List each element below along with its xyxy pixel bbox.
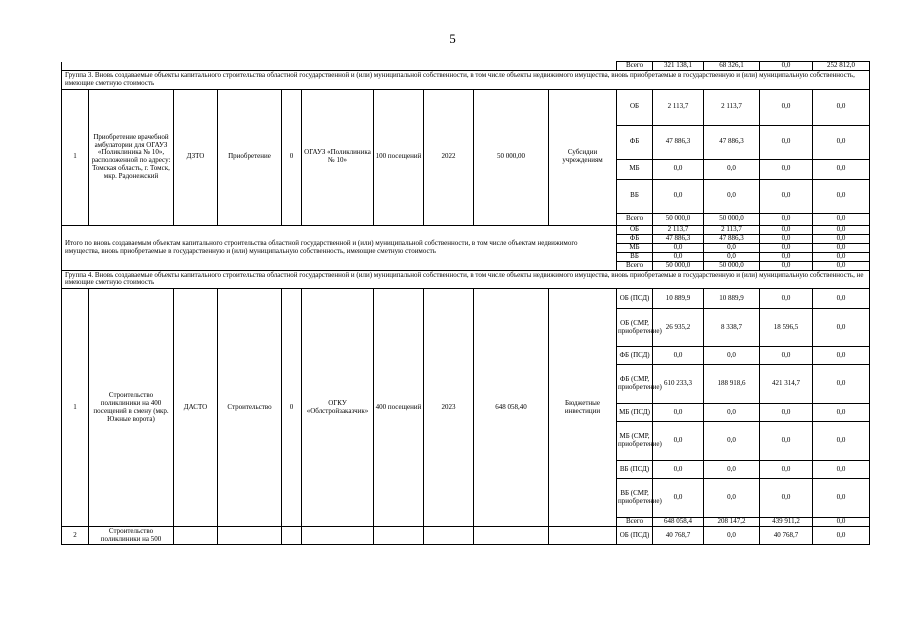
value-year2: 0,0 <box>760 252 813 261</box>
gov-body: ДАСТО <box>174 289 218 527</box>
value-year2: 0,0 <box>760 404 813 422</box>
empty-cell <box>474 527 549 545</box>
source-label: МБ <box>617 159 653 179</box>
value-year3: 0,0 <box>813 252 870 261</box>
year: 2022 <box>424 89 474 225</box>
empty-cell <box>302 527 374 545</box>
table-row <box>62 289 870 309</box>
value-total: 47 886,3 <box>653 125 704 159</box>
value-total: 47 886,3 <box>653 234 704 243</box>
value-year3: 0,0 <box>813 479 870 518</box>
zero-cell: 0 <box>282 289 302 527</box>
value-year3: 0,0 <box>813 261 870 270</box>
gov-body: ДЗТО <box>174 89 218 225</box>
blank-cell <box>62 62 617 71</box>
value-total: 40 768,7 <box>653 527 704 545</box>
value-year3: 0,0 <box>813 527 870 545</box>
group3-title: Группа 3. Вновь создаваемые объекты капитального строительства областной государственной и (или) муниципальной собственности, в том числе объекты недвижимого имущества, вновь приобретаемые в государственную и (или) муниципальную собственность, имеющие сметную стоимость <box>62 71 870 90</box>
source-label: Всего <box>617 518 653 527</box>
source-label: ОБ <box>617 225 653 234</box>
top-total-row <box>62 62 870 71</box>
total-row <box>62 225 870 234</box>
value-year2: 0,0 <box>760 159 813 179</box>
value-year1: 0,0 <box>704 243 760 252</box>
empty-cell <box>218 527 282 545</box>
value-year2: 0,0 <box>760 347 813 365</box>
value-year1: 10 889,9 <box>704 289 760 309</box>
source-label: ВБ <box>617 179 653 213</box>
value-total: 0,0 <box>653 252 704 261</box>
value-total: 2 113,7 <box>653 225 704 234</box>
capacity: 400 посещений <box>374 289 424 527</box>
source-label: Всего <box>617 213 653 225</box>
value-total: 10 889,9 <box>653 289 704 309</box>
funding-source: Субсидии учреждениям <box>549 89 617 225</box>
value-year1: 47 886,3 <box>704 125 760 159</box>
row-number: 1 <box>62 289 89 527</box>
value-year1: 8 338,7 <box>704 309 760 347</box>
value-year1: 0,0 <box>704 479 760 518</box>
value-year2: 0,0 <box>760 213 813 225</box>
customer: ОГАУЗ «Поликлиника № 10» <box>302 89 374 225</box>
source-label: ФБ <box>617 125 653 159</box>
source-label: МБ (СМР, приобретение) <box>617 422 653 461</box>
value-year3: 0,0 <box>813 289 870 309</box>
value-year3: 0,0 <box>813 309 870 347</box>
value-total: 0,0 <box>653 461 704 479</box>
value-year1: 208 147,2 <box>704 518 760 527</box>
group-title-row <box>62 71 870 90</box>
source-label: ОБ (ПСД) <box>617 289 653 309</box>
source-label: МБ (ПСД) <box>617 404 653 422</box>
value-year2: 421 314,7 <box>760 365 813 404</box>
value-year1: 0,0 <box>704 179 760 213</box>
empty-cell <box>424 527 474 545</box>
value-year1: 2 113,7 <box>704 89 760 125</box>
estimated-cost: 50 000,00 <box>474 89 549 225</box>
value-year3: 252 812,0 <box>813 62 870 71</box>
value-year1: 0,0 <box>704 404 760 422</box>
value-year2: 0,0 <box>760 225 813 234</box>
value-year2: 0,0 <box>760 89 813 125</box>
value-total: 0,0 <box>653 179 704 213</box>
value-year2: 439 911,2 <box>760 518 813 527</box>
value-year2: 0,0 <box>760 461 813 479</box>
value-year1: 0,0 <box>704 159 760 179</box>
value-year2: 0,0 <box>760 234 813 243</box>
value-year2: 0,0 <box>760 62 813 71</box>
value-total: 0,0 <box>653 404 704 422</box>
empty-cell <box>374 527 424 545</box>
value-year3: 0,0 <box>813 89 870 125</box>
customer: ОГКУ «Облстройзаказчик» <box>302 289 374 527</box>
value-total: 26 935,2 <box>653 309 704 347</box>
group3-total-text: Итого по вновь создаваемым объектам капитального строительства областной государственной и (или) муниципальной собственности, в том числе объектам недвижимого имущества, вновь приобретаемые в государственную и (или) муниципальную собственность, имеющие сметную стоимость <box>62 225 617 270</box>
source-label: ФБ (СМР, приобретение) <box>617 365 653 404</box>
group4-title: Группа 4. Вновь создаваемые объекты капитального строительства областной государственной и (или) муниципальной собственности, в том числе объекты недвижимого имущества, вновь приобретаемые в государственную и (или) муниципальную собственность, не имеющие сметную стоимость <box>62 270 870 289</box>
value-year3: 0,0 <box>813 159 870 179</box>
value-total: 50 000,0 <box>653 213 704 225</box>
funding-source: Бюджетные инвестиции <box>549 289 617 527</box>
value-year2: 0,0 <box>760 422 813 461</box>
estimated-cost: 648 058,40 <box>474 289 549 527</box>
capacity: 100 посещений <box>374 89 424 225</box>
value-year1: 0,0 <box>704 422 760 461</box>
value-year3: 0,0 <box>813 404 870 422</box>
value-year1: 47 886,3 <box>704 234 760 243</box>
source-label: ФБ (ПСД) <box>617 347 653 365</box>
value-total: 0,0 <box>653 243 704 252</box>
source-label: ВБ (ПСД) <box>617 461 653 479</box>
work-type: Строительство <box>218 289 282 527</box>
value-total: 2 113,7 <box>653 89 704 125</box>
value-year3: 0,0 <box>813 225 870 234</box>
value-year1: 0,0 <box>704 252 760 261</box>
investment-table <box>61 61 870 545</box>
value-year3: 0,0 <box>813 347 870 365</box>
value-year1: 0,0 <box>704 461 760 479</box>
object-name: Приобретение врачебной амбулатории для ОГАУЗ «Поликлиника № 10», расположенной по адресу: Томская область, г. Томск, мкр. Радонежский <box>89 89 174 225</box>
empty-cell <box>174 527 218 545</box>
table-row <box>62 527 870 545</box>
value-total: 610 233,3 <box>653 365 704 404</box>
value-year1: 0,0 <box>704 527 760 545</box>
value-total: 648 058,4 <box>653 518 704 527</box>
value-year1: 2 113,7 <box>704 225 760 234</box>
source-label: МБ <box>617 243 653 252</box>
source-label: Всего <box>617 261 653 270</box>
value-year3: 0,0 <box>813 422 870 461</box>
empty-cell <box>549 527 617 545</box>
value-year3: 0,0 <box>813 234 870 243</box>
value-year1: 50 000,0 <box>704 261 760 270</box>
value-total: 0,0 <box>653 159 704 179</box>
value-total: 0,0 <box>653 422 704 461</box>
value-total: 50 000,0 <box>653 261 704 270</box>
value-year2: 0,0 <box>760 261 813 270</box>
value-year3: 0,0 <box>813 243 870 252</box>
source-label: ОБ (ПСД) <box>617 527 653 545</box>
value-year2: 0,0 <box>760 125 813 159</box>
value-year2: 0,0 <box>760 179 813 213</box>
value-year1: 68 326,1 <box>704 62 760 71</box>
value-total: 321 138,1 <box>653 62 704 71</box>
group-title-row <box>62 270 870 289</box>
object-name: Строительство поликлиники на 400 посещений в смену (мкр. Южные ворота) <box>89 289 174 527</box>
empty-cell <box>282 527 302 545</box>
source-label: ОБ <box>617 89 653 125</box>
source-label: ВБ (СМР, приобретение) <box>617 479 653 518</box>
source-label: Всего <box>617 62 653 71</box>
value-year2: 40 768,7 <box>760 527 813 545</box>
value-year2: 18 596,5 <box>760 309 813 347</box>
value-year2: 0,0 <box>760 289 813 309</box>
value-year3: 0,0 <box>813 518 870 527</box>
object-name: Строительство поликлиники на 500 <box>89 527 174 545</box>
value-year3: 0,0 <box>813 125 870 159</box>
value-year3: 0,0 <box>813 461 870 479</box>
value-year1: 188 918,6 <box>704 365 760 404</box>
source-label: ФБ <box>617 234 653 243</box>
value-total: 0,0 <box>653 347 704 365</box>
zero-cell: 0 <box>282 89 302 225</box>
source-label: ОБ (СМР, приобретение) <box>617 309 653 347</box>
value-year3: 0,0 <box>813 213 870 225</box>
year: 2023 <box>424 289 474 527</box>
row-number: 2 <box>62 527 89 545</box>
table-row <box>62 89 870 125</box>
row-number: 1 <box>62 89 89 225</box>
page-number: 5 <box>449 31 456 46</box>
value-total: 0,0 <box>653 479 704 518</box>
value-year3: 0,0 <box>813 365 870 404</box>
value-year3: 0,0 <box>813 179 870 213</box>
source-label: ВБ <box>617 252 653 261</box>
work-type: Приобретение <box>218 89 282 225</box>
value-year1: 0,0 <box>704 347 760 365</box>
value-year2: 0,0 <box>760 479 813 518</box>
value-year2: 0,0 <box>760 243 813 252</box>
value-year1: 50 000,0 <box>704 213 760 225</box>
